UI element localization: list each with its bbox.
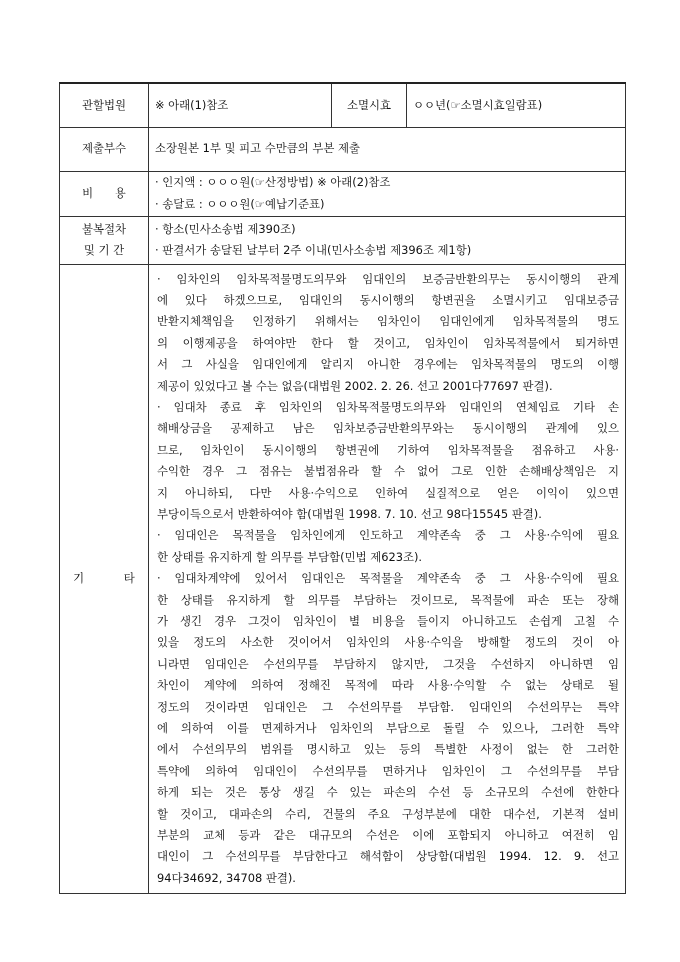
p4-line: · 임대차계약에 있어서 임대인은 목적물을 계약존속 중 그 사용·수익에 필요 <box>157 571 619 586</box>
p2-line: · 임대차 종료 후 임차인의 임차목적물명도의무와 임대인의 연체임료 기타 손 <box>157 399 619 414</box>
appeal-line-1: · 항소(민사소송법 제390조) <box>155 221 296 236</box>
cost-label: 비 용 <box>60 171 149 216</box>
cost-value <box>149 171 626 216</box>
p4-line: 하게 되는 것은 통상 생길 수 있는 파손의 수선 등 소규모의 수선에 한한다 <box>157 785 619 800</box>
appeal-line-2: · 판결서가 송달된 날부터 2주 이내(민사소송법 제396조 제1항) <box>155 243 472 257</box>
p3-line: 한 상태를 유지하게 할 의무를 부담함(민법 제623조). <box>157 549 423 564</box>
p4-line: 에 의하여 이를 면제하거나 임차인의 부담으로 돌릴 수 있으나, 그러한 특약 <box>157 721 619 736</box>
other-paragraph-1 <box>157 269 619 397</box>
appeal-label-line1: 불복절차 <box>81 221 126 236</box>
p2-line: 지 아니하되, 다만 사용·수익으로 인하여 실질적으로 얻은 이익이 있으면 <box>157 485 619 500</box>
p1-line: 서 그 사실을 임대인에게 알리지 아니한 경우에는 임차목적물의 명도의 이행 <box>157 357 619 372</box>
p4-line: 에서 수선의무의 범위를 명시하고 있는 등의 특별한 사정이 없는 한 그러한 <box>157 742 619 757</box>
p2-line: 부당이득으로서 반환하여야 함(대법원 1998. 7. 10. 선고 98다15545 판결). <box>157 506 542 521</box>
p4-line: 가 생긴 경우 그것이 임차인이 별 비용을 들이지 아니하고도 손쉽게 고칠 수 <box>157 614 619 628</box>
submission-label: 제출부수 <box>60 127 149 171</box>
other-paragraph-4 <box>157 568 619 889</box>
p4-line: 특약에 의하여 임대인이 수선의무를 면하거나 임차인이 그 수선의무를 부담 <box>157 763 619 778</box>
p2-line: 수익한 경우 그 점유는 불법점유라 할 수 없어 그로 인한 손해배상책임은 지 <box>157 464 619 479</box>
p4-line: 정도의 것이라면 임대인은 그 수선의무를 부담함. 임대인의 수선의무는 특약 <box>157 699 619 714</box>
court-value: ※ 아래(1)참조 <box>149 83 332 127</box>
p1-line: 제공이 있었다고 볼 수는 없음(대법원 2002. 2. 26. 선고 2001다77697 판결). <box>157 378 553 393</box>
row-cost <box>60 171 626 216</box>
cost-service-line: · 송달료 : ㅇㅇㅇ원(☞예납기준표) <box>155 196 325 211</box>
other-label: 기 타 <box>60 264 149 894</box>
row-submission <box>60 127 626 171</box>
p4-line: 한 상태를 유지하게 할 의무를 부담하는 것이므로, 목적물에 파손 또는 장해 <box>157 592 619 607</box>
p4-line: 대인이 그 수선의무를 부담한다고 해석함이 상당함(대법원 1994. 12. 9. 선고 <box>157 849 619 864</box>
p4-line: 니라면 임대인은 수선의무를 부담하지 않지만, 그것을 수선하지 아니하면 임 <box>157 656 619 671</box>
p1-line: · 임차인의 임차목적물명도의무와 임대인의 보증금반환의무는 동시이행의 관계 <box>157 271 619 286</box>
p2-line: 해배상금을 공제하고 남은 임차보증금반환의무와는 동시이행의 관계에 있으 <box>157 421 619 436</box>
other-paragraph-2 <box>157 397 619 525</box>
p4-line: 차인이 계약에 의하여 정해진 목적에 따라 사용·수익할 수 없는 상태로 될 <box>157 678 619 693</box>
p2-line: 므로, 임차인이 동시이행의 항변권에 기하여 임차목적물을 점유하고 사용· <box>157 442 619 457</box>
p1-line: 에 있다 하겠으므로, 임대인의 동시이행의 항변권을 소멸시키고 임대보증금 <box>157 292 619 307</box>
appeal-label-line2: 및 기 간 <box>83 243 125 257</box>
p1-line: 반환지체책임을 인정하기 위해서는 임차인이 임대인에게 임차목적물의 명도 <box>157 314 619 329</box>
cost-stamp-line: · 인지액 : ㅇㅇㅇ원(☞산정방법) ※ 아래(2)참조 <box>155 175 391 190</box>
appeal-value <box>149 216 626 264</box>
p4-line: 할 것이고, 대파손의 수리, 건물의 주요 구성부분에 대한 대수선, 기본적 설비 <box>157 806 619 821</box>
submission-value: 소장원본 1부 및 피고 수만큼의 부본 제출 <box>149 127 626 171</box>
p4-line: 있을 정도의 사소한 것이어서 임차인의 사용·수익을 방해할 정도의 것이 아 <box>157 635 619 650</box>
row-court <box>60 83 626 127</box>
appeal-label <box>60 216 149 264</box>
p4-line: 94다34692, 34708 판결). <box>157 870 296 885</box>
limit-label: 소멸시효 <box>332 83 407 127</box>
limit-value: ㅇㅇ년(☞소멸시효일람표) <box>407 83 626 127</box>
court-label: 관할법원 <box>60 83 149 127</box>
p1-line: 의 이행제공을 하여야만 한다 할 것이고, 임차인이 임차목적물에서 퇴거하면 <box>157 335 619 350</box>
p3-line: · 임대인은 목적물을 임차인에게 인도하고 계약존속 중 그 사용·수익에 필요 <box>157 528 619 543</box>
document-table <box>59 82 626 894</box>
other-paragraph-3 <box>157 525 619 568</box>
row-appeal <box>60 216 626 264</box>
row-other <box>60 264 626 894</box>
p4-line: 부분의 교체 등과 같은 대규모의 수선은 이에 포함되지 아니하고 여전히 임 <box>157 828 619 843</box>
other-value <box>149 264 626 894</box>
